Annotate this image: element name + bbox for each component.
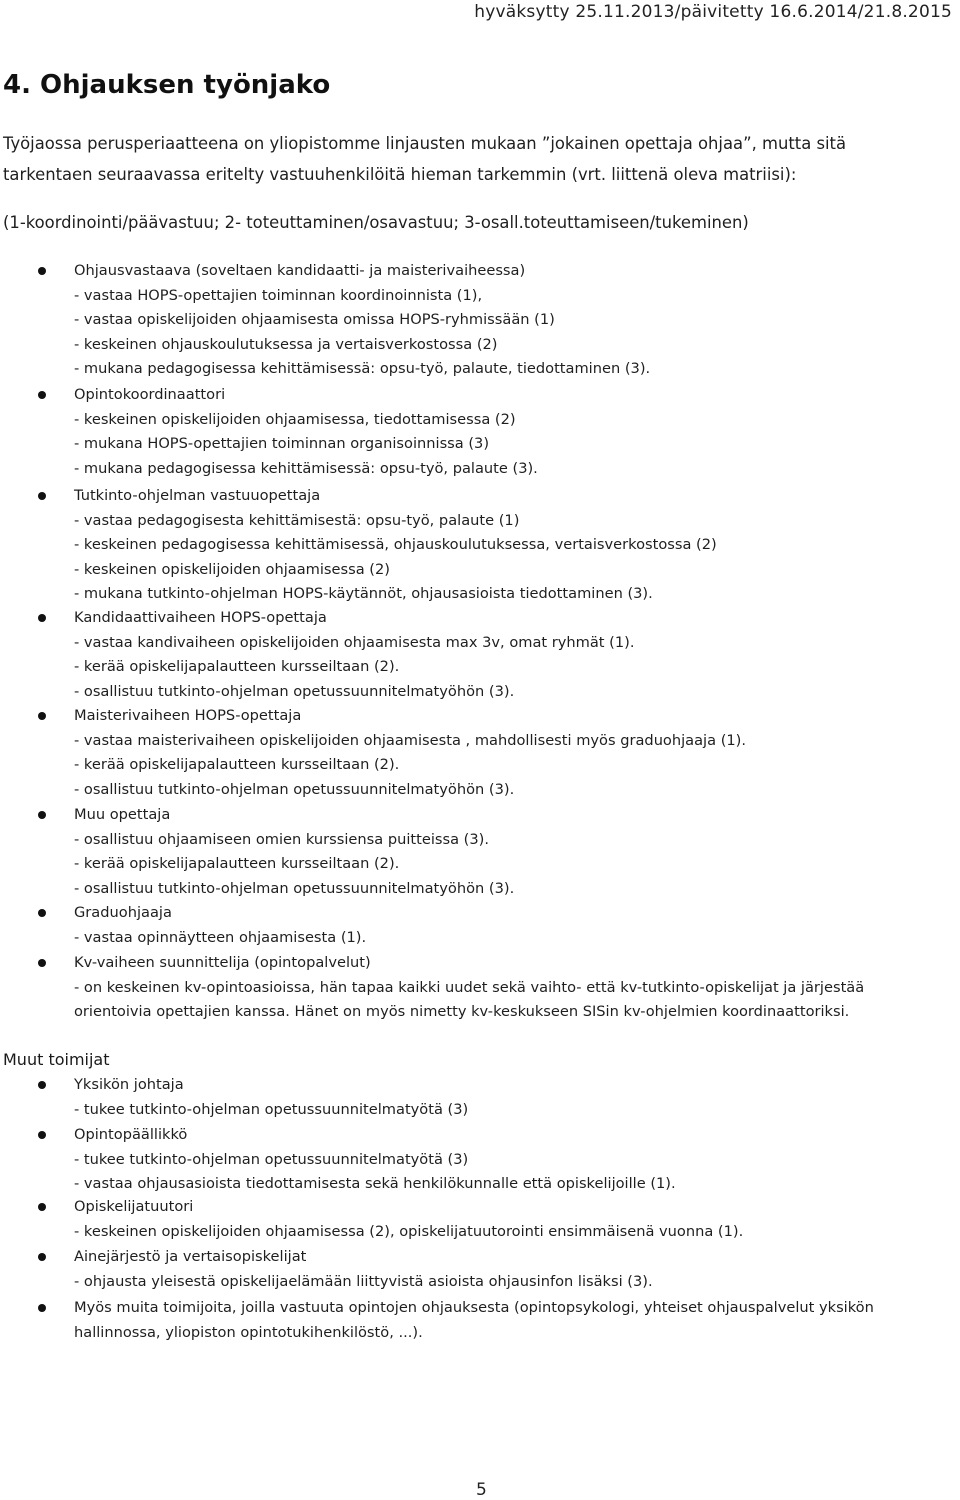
role-duty: - vastaa pedagogisesta kehittämisestä: opsu-työ, palaute (1) (74, 511, 520, 529)
role-duty: - keskeinen opiskelijoiden ohjaamisessa, tiedottamisessa (2) (74, 410, 516, 428)
bullet-icon (38, 909, 46, 917)
role-title: Opiskelijatuutori (74, 1198, 194, 1215)
role-duty: - mukana tutkinto-ohjelman HOPS-käytännöt, ohjausasioista tiedottaminen (3). (74, 585, 653, 602)
bullet-icon (38, 1253, 46, 1261)
role-duty: hallinnossa, yliopiston opintotukihenkilöstö, ...). (74, 1323, 423, 1341)
page-number: 5 (476, 1480, 487, 1500)
bullet-icon (38, 1203, 46, 1211)
intro-line: tarkentaen seuraavassa eritelty vastuuhenkilöitä hieman tarkemmin (vrt. liittenä oleva matriisi): (3, 165, 797, 184)
role-duty: - mukana HOPS-opettajien toiminnan organisoinnissa (3) (74, 435, 490, 452)
role-duty: - osallistuu tutkinto-ohjelman opetussuunnitelmatyöhön (3). (74, 682, 515, 700)
role-duty: - osallistuu tutkinto-ohjelman opetussuunnitelmatyöhön (3). (74, 780, 515, 798)
role-duty: - keskeinen opiskelijoiden ohjaamisessa (2), opiskelijatuutorointi ensimmäisenä vuonna (1). (74, 1222, 744, 1240)
role-duty: - osallistuu ohjaamiseen omien kurssiensa puitteissa (3). (74, 830, 489, 848)
intro-line: Työjaossa perusperiaatteena on yliopistomme linjausten mukaan ”jokainen opettaja ohjaa”, mutta sitä (3, 134, 847, 153)
role-title: Graduohjaaja (74, 904, 172, 921)
role-duty: - keskeinen ohjauskoulutuksessa ja vertaisverkostossa (2) (74, 335, 498, 353)
role-duty: - keskeinen opiskelijoiden ohjaamisessa (2) (74, 560, 390, 578)
role-duty: - mukana pedagogisessa kehittämisessä: opsu-työ, palaute, tiedottaminen (3). (74, 360, 651, 377)
role-duty: - vastaa ohjausasioista tiedottamisesta sekä henkilökunnalle että opiskelijoille (1). (74, 1175, 676, 1192)
role-title: Maisterivaiheen HOPS-opettaja (74, 707, 302, 724)
bullet-icon (38, 959, 46, 967)
role-duty: - kerää opiskelijapalautteen kursseiltaan (2). (74, 658, 400, 675)
role-title: Tutkinto-ohjelman vastuuopettaja (74, 487, 321, 504)
role-title: Muu opettaja (74, 806, 171, 823)
intro-line: (1-koordinointi/päävastuu; 2- toteuttaminen/osavastuu; 3-osall.toteuttamiseen/tukeminen) (3, 213, 749, 232)
role-duty: orientoivia opettajien kanssa. Hänet on myös nimetty kv-keskukseen SISin kv-ohjelmien koordinaattoriksi. (74, 1003, 850, 1020)
role-duty: - ohjausta yleisestä opiskelijaelämään liittyvistä asioista ohjausinfon lisäksi (3). (74, 1272, 653, 1290)
bullet-icon (38, 492, 46, 500)
bullet-icon (38, 614, 46, 622)
role-duty: - kerää opiskelijapalautteen kursseiltaan (2). (74, 756, 400, 773)
role-title: Opintopäällikkö (74, 1126, 188, 1143)
role-duty: - tukee tutkinto-ohjelman opetussuunnitelmatyötä (3) (74, 1150, 469, 1168)
role-duty: - on keskeinen kv-opintoasioissa, hän tapaa kaikki uudet sekä vaihto- että kv-tutkinto-opiskelijat ja järjestää (74, 978, 865, 996)
role-title: Yksikön johtaja (74, 1076, 184, 1093)
revision-date: hyväksytty 25.11.2013/päivitetty 16.6.2014/21.8.2015 (474, 2, 952, 22)
bullet-icon (38, 1131, 46, 1139)
bullet-icon (38, 391, 46, 399)
role-duty: - vastaa kandivaiheen opiskelijoiden ohjaamisesta max 3v, omat ryhmät (1). (74, 633, 635, 651)
role-title: Opintokoordinaattori (74, 386, 226, 403)
bullet-icon (38, 712, 46, 720)
role-duty: - mukana pedagogisessa kehittämisessä: opsu-työ, palaute (3). (74, 459, 538, 477)
role-duty: - vastaa HOPS-opettajien toiminnan koordinoinnista (1), (74, 286, 483, 304)
role-title: Kv-vaiheen suunnittelija (opintopalvelut) (74, 954, 371, 971)
role-title: Ohjausvastaava (soveltaen kandidaatti- ja maisterivaiheessa) (74, 262, 526, 279)
role-duty: - kerää opiskelijapalautteen kursseiltaan (2). (74, 855, 400, 872)
role-duty: - vastaa maisterivaiheen opiskelijoiden ohjaamisesta , mahdollisesti myös graduohjaaja (1). (74, 731, 747, 749)
role-duty: - vastaa opinnäytteen ohjaamisesta (1). (74, 928, 367, 946)
role-duty: - osallistuu tutkinto-ohjelman opetussuunnitelmatyöhön (3). (74, 879, 515, 897)
bullet-icon (38, 1081, 46, 1089)
role-title: Kandidaattivaiheen HOPS-opettaja (74, 609, 327, 626)
bullet-icon (38, 811, 46, 819)
bullet-icon (38, 267, 46, 275)
role-duty: - vastaa opiskelijoiden ohjaamisesta omissa HOPS-ryhmissään (1) (74, 311, 555, 328)
other-actors-heading: Muut toimijat (3, 1050, 110, 1069)
role-title: Myös muita toimijoita, joilla vastuuta opintojen ohjauksesta (opintopsykologi, yhteiset ohjauspalvelut yksikön (74, 1299, 874, 1316)
page-title: 4. Ohjauksen työnjako (3, 70, 331, 100)
role-duty: - tukee tutkinto-ohjelman opetussuunnitelmatyötä (3) (74, 1100, 469, 1118)
role-duty: - keskeinen pedagogisessa kehittämisessä, ohjauskoulutuksessa, vertaisverkostossa (2) (74, 536, 717, 553)
role-title: Ainejärjestö ja vertaisopiskelijat (74, 1248, 307, 1265)
bullet-icon (38, 1304, 46, 1312)
